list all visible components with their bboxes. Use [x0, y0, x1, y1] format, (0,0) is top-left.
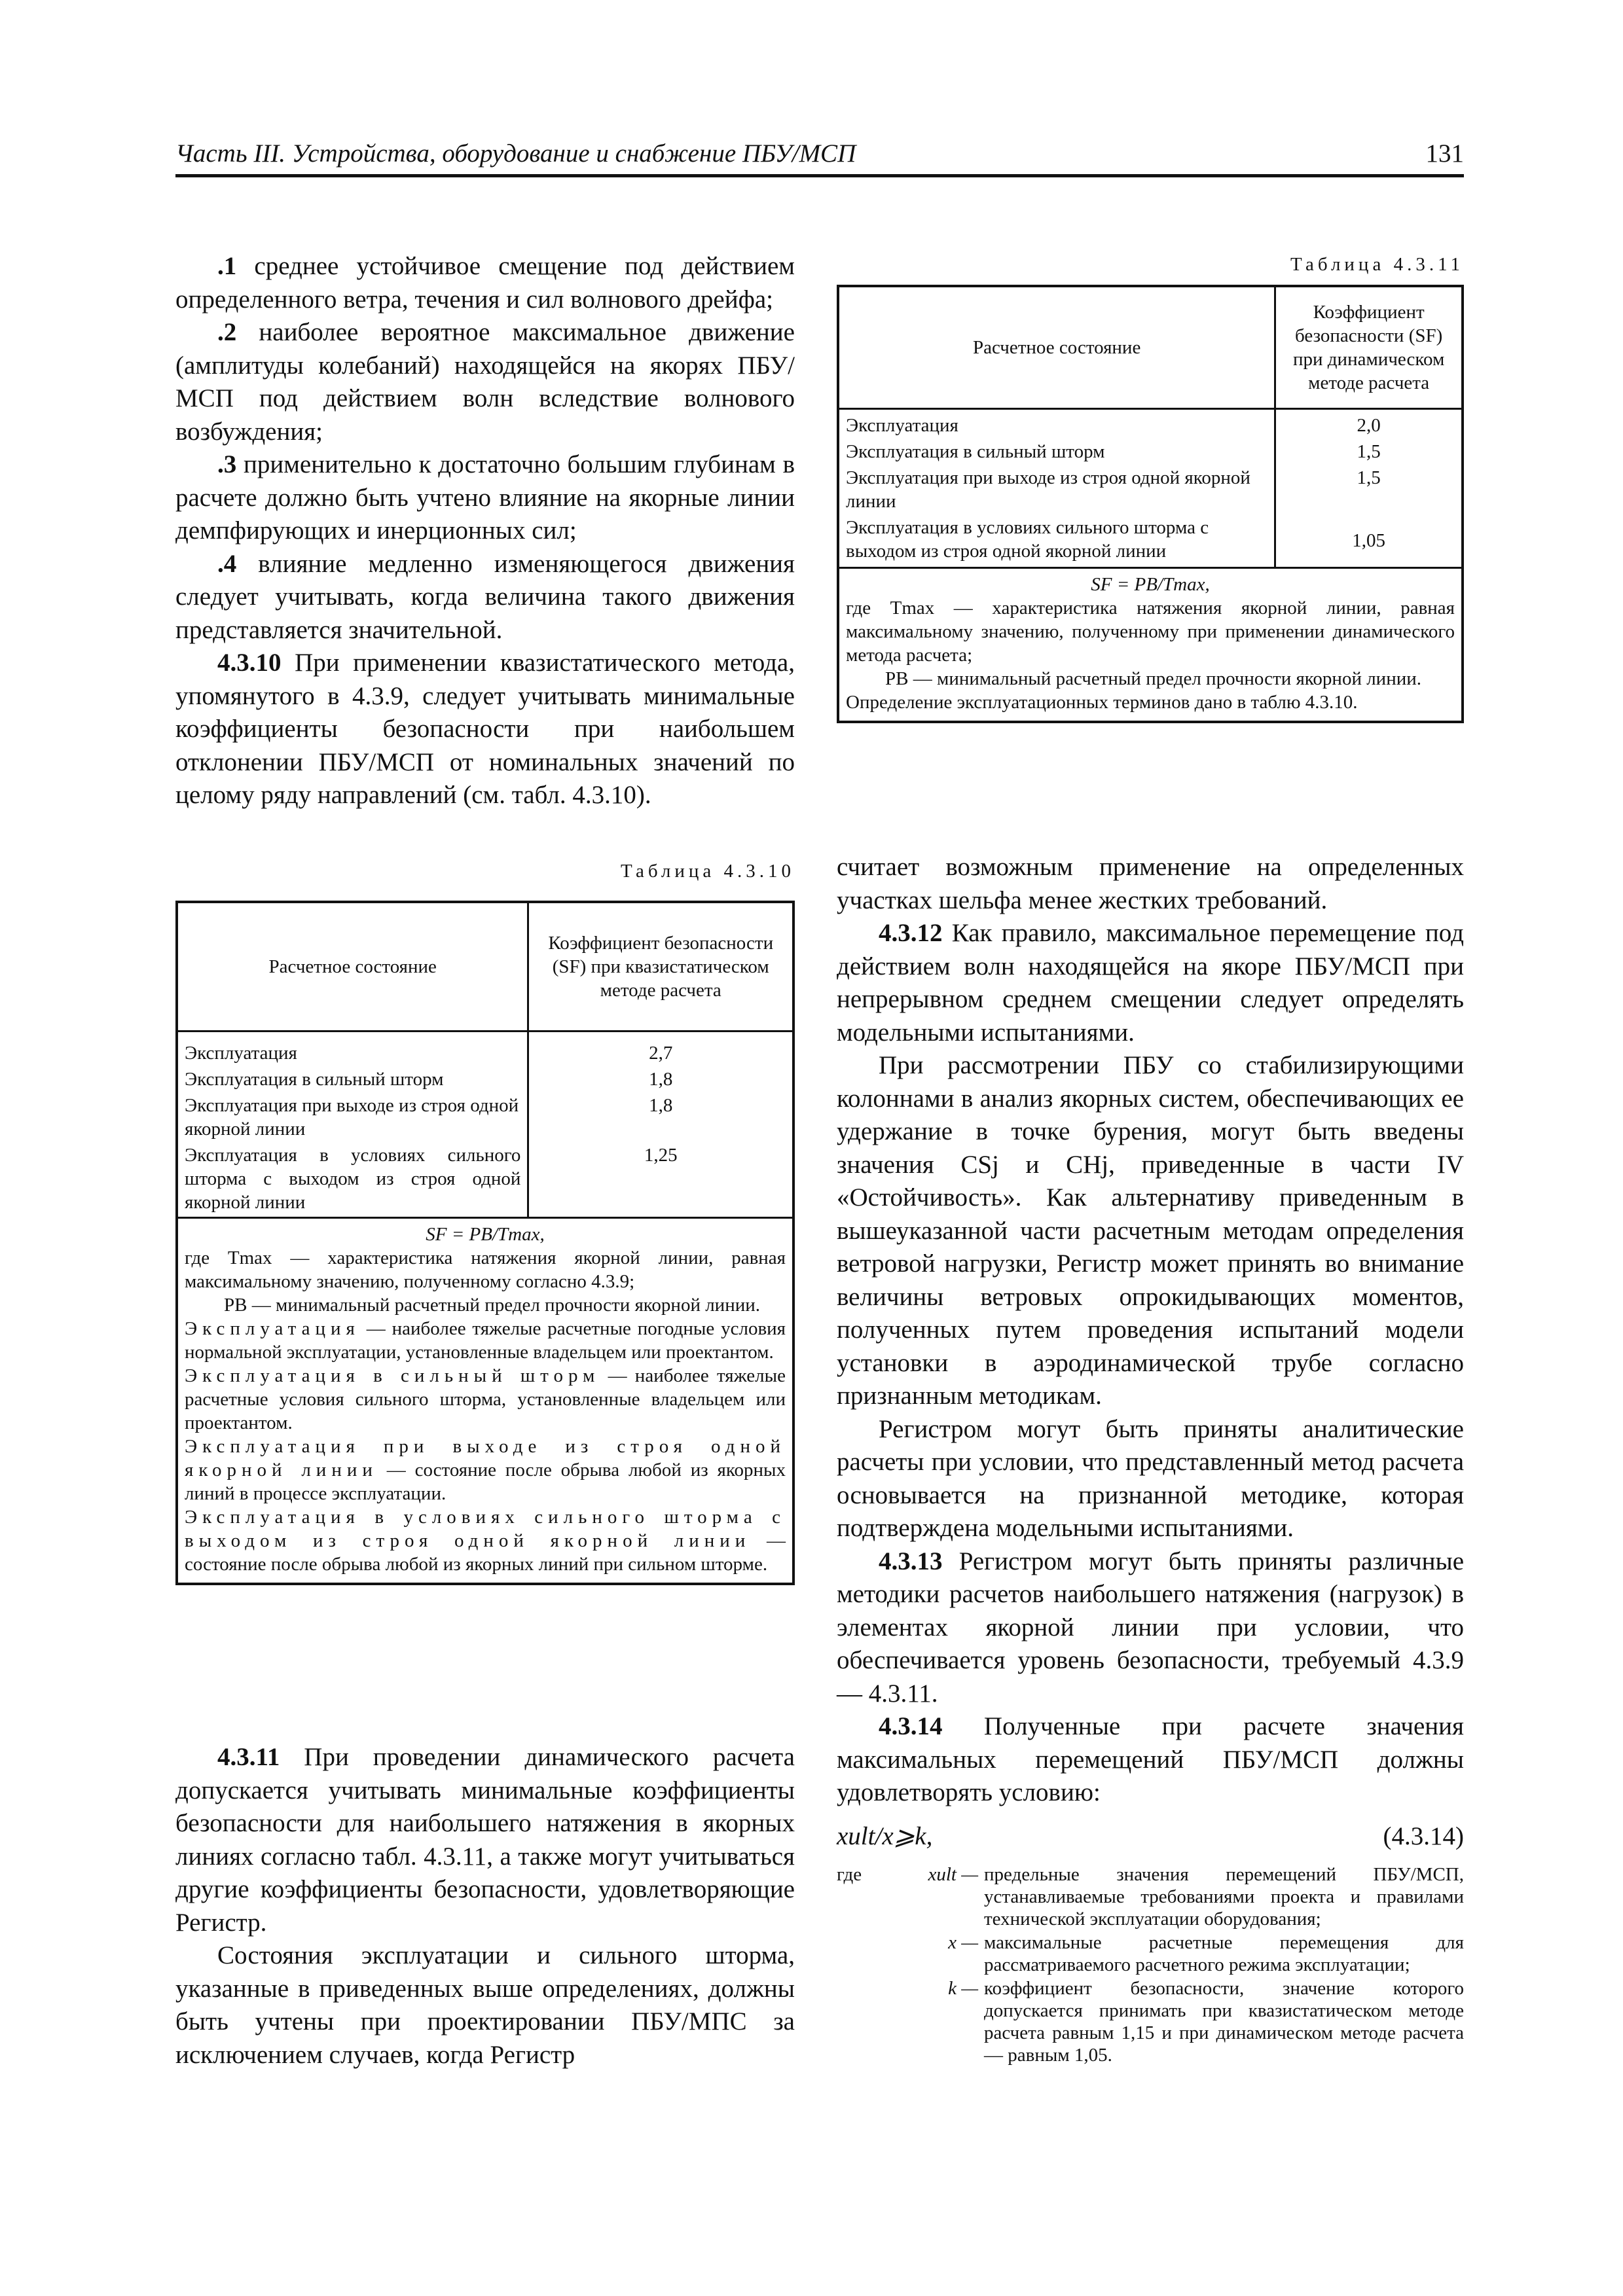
formula-sf: SF = PB/Tmax, [1091, 574, 1210, 595]
paragraph-states: Состояния эксплуатации и сильного шторма, указанные в приведенных выше определениях, должны быть учтены при проектировании ПБУ/МПС за исключением случаев, когда Регистр [175, 1941, 795, 2069]
table-4-3-10-caption: Таблица 4.3.10 [620, 861, 795, 882]
paragraph-4-3-11: 4.3.11 При проведении динамического расчета допускается учитывать минимальные коэффициенты безопасности для наибольшего натяжения в якорных линиях согласно табл. 4.3.11, а также могут учитываться другие коэффициенты безопасности, удовлетворяющие Регистр. [175, 1743, 795, 1937]
definition-symbol: xult — [928, 1863, 978, 1885]
table-row [838, 409, 1463, 439]
formula-definitions [837, 1863, 1464, 2066]
row-value: 1,5 [1275, 439, 1463, 465]
note-definitions-ref: Определение эксплуатационных терминов дано в таблю 4.3.10. [846, 692, 1358, 713]
table-note [177, 1218, 793, 1585]
definition-item [837, 1977, 1464, 2066]
paragraph-continuation: считает возможным применение на определенных участках шельфа менее жестких требований. [837, 853, 1464, 914]
left-column-bottom [175, 1741, 795, 2072]
definition-item [837, 1863, 1464, 1930]
list-item-2: .2 наиболее вероятное максимальное движение (амплитуды колебаний) находящейся на якорях ПБУ/МСП под действием волн вследствие волнового возбуждения; [175, 318, 795, 446]
definition-text: предельные значения перемещений ПБУ/МСП, устанавливаемые требованиями проекта и правилами технической эксплуатации оборудования; [984, 1863, 1464, 1929]
definition: Эксплуатация при выходе из строя одной якорной линии — состояние после обрыва любой из якорных линий в процессе эксплуатации. [185, 1436, 786, 1504]
definition-text: максимальные расчетные перемещения для рассматриваемого расчетного режима эксплуатации; [984, 1931, 1464, 1975]
table-header-row [838, 286, 1463, 409]
table-row [838, 514, 1463, 568]
row-value: 1,8 [528, 1092, 793, 1142]
table-header-state: Расчетное состояние [838, 286, 1275, 409]
formula-4-3-14 [837, 1819, 1464, 1858]
row-state: Эксплуатация в условиях сильного шторма с выходом из строя одной якорной линии [185, 1145, 521, 1213]
row-value: 1,8 [528, 1066, 793, 1092]
table-header-state: Расчетное состояние [177, 902, 528, 1031]
list-item-4: .4 влияние медленно изменяющегося движения следует учитывать, когда величина такого движения представляется значительной. [175, 549, 795, 644]
table-row [838, 465, 1463, 514]
list-item-3: .3 применительно к достаточно большим глубинам в расчете должно быть учтено влияние на якорные линии демпфирующих и инерционных сил; [175, 450, 795, 545]
table-row [177, 1066, 793, 1092]
row-value: 1,05 [1275, 514, 1463, 568]
table-header-sf: Коэффициент безопасности (SF) при квазистатическом методе расчета [528, 902, 793, 1031]
header-title: Часть III. Устройства, оборудование и снабжение ПБУ/МСП [175, 139, 856, 168]
definition-text: коэффициент безопасности, значение которого допускается принимать при квазистатическом методе расчета равным 1,15 и при динамическом методе расчета — равным 1,05. [984, 1977, 1464, 2066]
paragraph-columns: При рассмотрении ПБУ со стабилизирующими колоннами в анализ якорных систем, обеспечивающих ее удержание в точке бурения, могут быть введены значения CSj и CHj, приведенные в части IV «Остойчивость». Как альтернативу приведенным в вышеуказанной части расчетным методам определения ветровой нагрузки, Регистр может принять во внимание величины ветровых опрокидывающих моментов, полученных путем проведения испытаний модели установки в аэродинамической трубе согласно признанным методикам. [837, 1051, 1464, 1410]
formula-number: (4.3.14) [1383, 1821, 1464, 1850]
note-pb: PB — минимальный расчетный предел прочности якорной линии. [885, 668, 1422, 689]
table-4-3-11-caption: Таблица 4.3.11 [1290, 254, 1464, 275]
definition: Эксплуатация — наиболее тяжелые расчетные погодные условия нормальной эксплуатации, установленные владельцем или проектантом. [185, 1318, 786, 1363]
page-number: 131 [1425, 139, 1464, 168]
paragraph-4-3-13: 4.3.13 Регистром могут быть приняты различные методики расчетов наибольшего натяжения (нагрузок) в элементах якорной линии при условии, что обеспечивается уровень безопасности, требуемый 4.3.9 — 4.3.11. [837, 1547, 1464, 1708]
table-note-row [838, 568, 1463, 723]
paragraph-4-3-12: 4.3.12 Как правило, максимальное перемещение под действием волн находящейся на якоре ПБУ/МСП при непрерывном среднем смещении следует определять модельными испытаниями. [837, 919, 1464, 1047]
table-header-row [177, 902, 793, 1031]
row-value: 2,0 [1275, 409, 1463, 439]
definition-symbol: k — [948, 1977, 978, 1999]
table-note-row [177, 1218, 793, 1585]
definition-item [837, 1931, 1464, 1976]
table-4-3-11-block [837, 254, 1464, 723]
note-pb: PB — минимальный расчетный предел прочности якорной линии. [224, 1295, 761, 1316]
where-word: где [837, 1863, 862, 1885]
table-row [177, 1031, 793, 1067]
definition-symbol: x — [948, 1931, 978, 1953]
row-value: 2,7 [528, 1031, 793, 1067]
paragraph-analytic: Регистром могут быть приняты аналитические расчеты при условии, что представленный метод расчета основывается на признанной методике, которая подтверждена модельными испытаниями. [837, 1414, 1464, 1542]
table-row [838, 439, 1463, 465]
row-state: Эксплуатация в условиях сильного шторма с выходом из строя одной якорной линии [846, 517, 1209, 562]
right-column-text [837, 851, 1464, 2068]
row-state: Эксплуатация [185, 1043, 297, 1064]
paragraph-4-3-10: 4.3.10 При применении квазистатического метода, упомянутого в 4.3.9, следует учитывать минимальные коэффициенты безопасности при наибольшем отклонении ПБУ/МСП от номинальных значений по целому ряду направлений (см. табл. 4.3.10). [175, 649, 795, 809]
formula-expression: xult/x⩾k, [837, 1821, 933, 1850]
table-4-3-10-block [175, 861, 795, 1585]
list-item-1: .1 среднее устойчивое смещение под действием определенного ветра, течения и сил волнового дрейфа; [175, 252, 795, 314]
table-note [838, 568, 1463, 723]
left-column-top [175, 250, 795, 812]
table-4-3-11 [837, 285, 1464, 723]
row-state: Эксплуатация [846, 415, 958, 436]
table-header-sf: Коэффициент безопасности (SF) при динамическом методе расчета [1275, 286, 1463, 409]
row-state: Эксплуатация в сильный шторм [846, 441, 1105, 462]
definition: Эксплуатация в условиях сильного шторма с выходом из строя одной якорной линии — состояние после обрыва любой из якорных линий при сильном шторме. [185, 1507, 786, 1575]
table-row [177, 1092, 793, 1142]
running-header [175, 136, 1464, 175]
row-value: 1,5 [1275, 465, 1463, 514]
formula-sf: SF = PB/Tmax, [426, 1224, 545, 1245]
row-state: Эксплуатация при выходе из строя одной якорной линии [185, 1095, 519, 1139]
table-4-3-10 [175, 901, 795, 1585]
table-row [177, 1142, 793, 1218]
row-state: Эксплуатация при выходе из строя одной якорной линии [846, 467, 1250, 512]
row-value: 1,25 [528, 1142, 793, 1218]
note-tmax: где Tmax — характеристика натяжения якорной линии, равная максимальному значению, полученному согласно 4.3.9; [185, 1247, 786, 1292]
row-state: Эксплуатация в сильный шторм [185, 1069, 444, 1090]
header-rule [175, 174, 1464, 177]
note-tmax: где Tmax — характеристика натяжения якорной линии, равная максимальному значению, полученному при применении динамического метода расчета; [846, 598, 1455, 666]
paragraph-4-3-14: 4.3.14 Полученные при расчете значения максимальных перемещений ПБУ/МСП должны удовлетворять условию: [837, 1712, 1464, 1806]
definition: Эксплуатация в сильный шторм — наиболее тяжелые расчетные условия сильного шторма, установленные владельцем или проектантом. [185, 1365, 786, 1433]
